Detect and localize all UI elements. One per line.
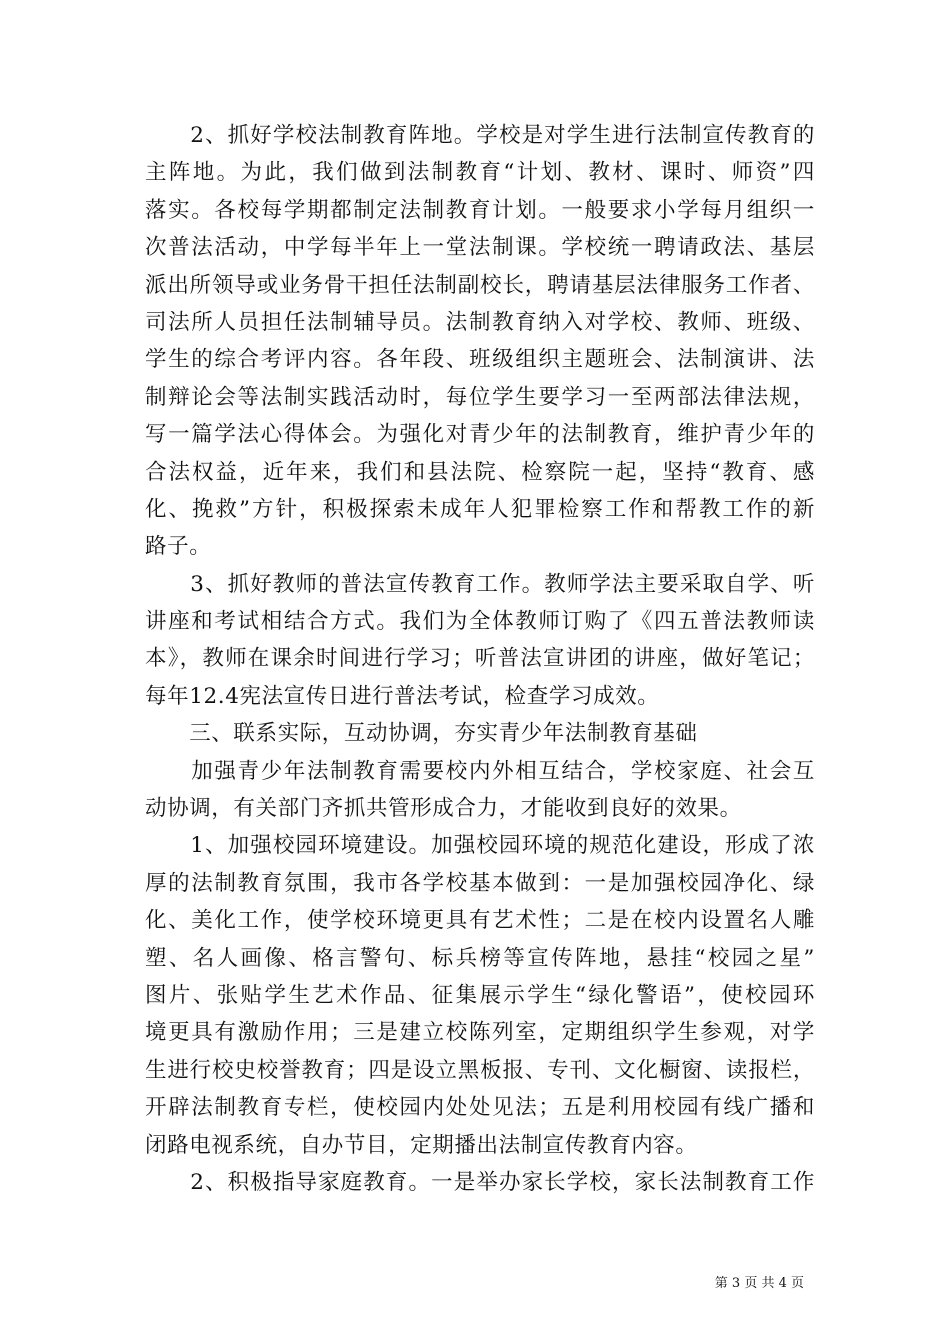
text-line: 合法权益，近年来，我们和县法院、检察院一起，坚持“教育、感 [145,459,815,485]
text-line: 厚的法制教育氛围，我市各学校基本做到：一是加强校园净化、绿 [145,870,815,896]
text-line: 化、美化工作，使学校环境更具有艺术性；二是在校内设置名人雕 [145,908,815,934]
text-line: 化、挽救”方针，积极探索未成年人犯罪检察工作和帮教工作的新 [145,496,815,522]
document-body [145,117,815,1201]
text-line: 生进行校史校誉教育；四是设立黑板报、专刊、文化橱窗、读报栏， [145,1057,815,1083]
text-line: 讲座和考试相结合方式。我们为全体教师订购了《四五普法教师读 [145,609,815,635]
text-line: 主阵地。为此，我们做到法制教育“计划、教材、课时、师资”四 [145,160,815,186]
text-line: 闭路电视系统，自办节目，定期播出法制宣传教育内容。 [145,1132,698,1158]
text-line: 图片、张贴学生艺术作品、征集展示学生“绿化警语”，使校园环 [145,982,815,1008]
text-line: 开辟法制教育专栏，使校园内处处见法；五是利用校园有线广播和 [145,1095,815,1121]
text-line: 派出所领导或业务骨干担任法制副校长，聘请基层法律服务工作者、 [145,272,815,298]
text-line: 落实。各校每学期都制定法制教育计划。一般要求小学每月组织一 [145,197,815,223]
text-line: 三、联系实际，互动协调，夯实青少年法制教育基础 [145,721,698,747]
text-line: 2、抓好学校法制教育阵地。学校是对学生进行法制宣传教育的 [145,123,815,148]
text-line: 制辩论会等法制实践活动时，每位学生要学习一至两部法律法规， [145,384,815,410]
text-line: 3、抓好教师的普法宣传教育工作。教师学法主要采取自学、听 [145,571,815,597]
text-line: 次普法活动，中学每半年上一堂法制课。学校统一聘请政法、基层 [145,235,815,261]
text-line: 境更具有激励作用；三是建立校陈列室，定期组织学生参观，对学 [145,1020,815,1046]
text-line: 1、加强校园环境建设。加强校园环境的规范化建设，形成了浓 [145,833,815,859]
text-line: 写一篇学法心得体会。为强化对青少年的法制教育，维护青少年的 [145,422,815,448]
text-line: 每年12.4宪法宣传日进行普法考试，检查学习成效。 [145,683,660,709]
text-line: 动协调，有关部门齐抓共管形成合力，才能收到良好的效果。 [145,796,742,822]
text-line: 路子。 [145,534,212,560]
text-line: 塑、名人画像、格言警句、标兵榜等宣传阵地，悬挂“校园之星” [145,945,815,971]
text-line: 2、积极指导家庭教育。一是举办家长学校，家长法制教育工作 [145,1169,815,1195]
page-number: 第 3 页 共 4 页 [714,1276,804,1291]
text-line: 本》，教师在课余时间进行学习；听普法宣讲团的讲座，做好笔记； [145,646,815,672]
text-line: 学生的综合考评内容。各年段、班级组织主题班会、法制演讲、法 [145,347,815,373]
text-line: 司法所人员担任法制辅导员。法制教育纳入对学校、教师、班级、 [145,309,815,335]
text-line: 加强青少年法制教育需要校内外相互结合，学校家庭、社会互 [145,758,815,784]
